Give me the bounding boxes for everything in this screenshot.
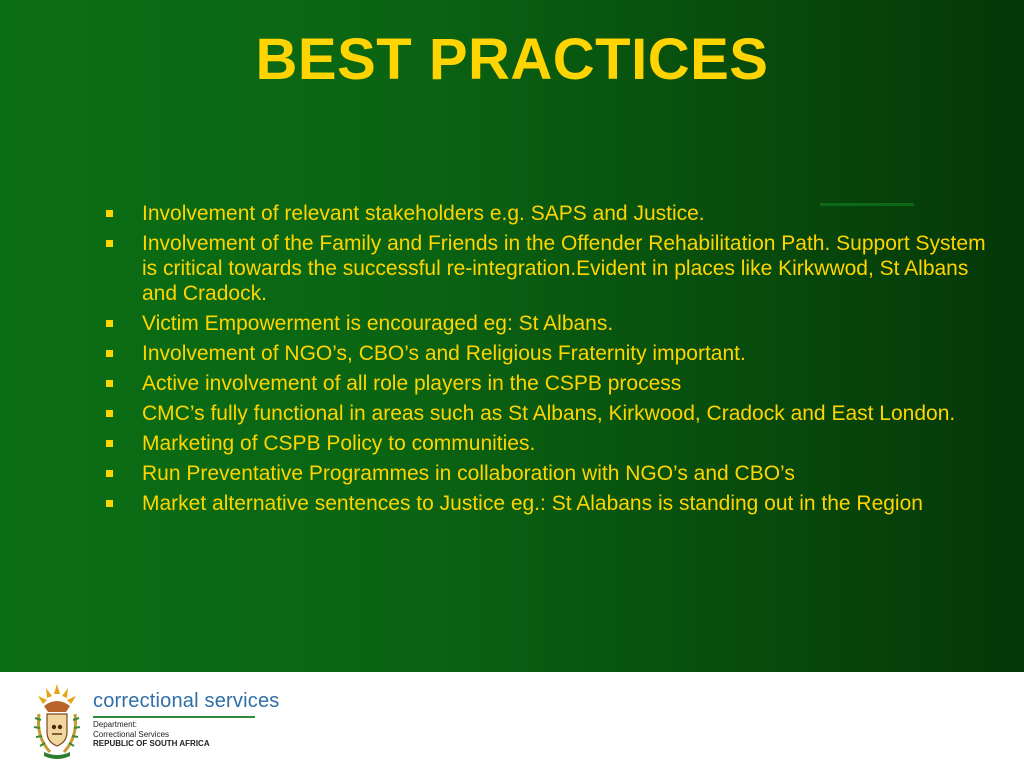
bullet-text: Involvement of the Family and Friends in the Offender Rehabilitation Path. Support System is critical towards the successful re-integration.Evident in places like Kirkwwod, St Albans and Cradock. <box>142 232 986 305</box>
department-block <box>93 720 210 749</box>
slide-title: BEST PRACTICES <box>255 27 769 92</box>
brand-divider <box>93 716 255 718</box>
south-africa-coat-of-arms-icon <box>30 682 84 762</box>
bullet-item <box>100 461 990 486</box>
bullet-item <box>100 341 990 366</box>
bullet-text: Active involvement of all role players in the CSPB process <box>142 372 682 395</box>
brand-name: correctional services <box>93 690 280 712</box>
square-bullet-icon <box>106 350 113 357</box>
bullet-text: Victim Empowerment is encouraged eg: St Albans. <box>142 312 614 335</box>
department-label: Department: <box>93 720 138 729</box>
bullet-item <box>100 371 990 396</box>
square-bullet-icon <box>106 240 113 247</box>
square-bullet-icon <box>106 210 113 217</box>
bullet-list <box>100 201 990 521</box>
square-bullet-icon <box>106 500 113 507</box>
bullet-item <box>100 401 990 426</box>
square-bullet-icon <box>106 440 113 447</box>
bullet-text: Involvement of relevant stakeholders e.g. SAPS and Justice. <box>142 202 705 225</box>
square-bullet-icon <box>106 380 113 387</box>
department-name: Correctional Services <box>93 729 170 739</box>
country-name: REPUBLIC OF SOUTH AFRICA <box>93 739 210 748</box>
bullet-text: Run Preventative Programmes in collaboration with NGO’s and CBO’s <box>142 462 795 485</box>
square-bullet-icon <box>106 410 113 417</box>
bullet-item <box>100 201 990 226</box>
bullet-text: Marketing of CSPB Policy to communities. <box>142 432 536 455</box>
bullet-item <box>100 491 990 516</box>
bullet-item <box>100 431 990 456</box>
bullet-text: Market alternative sentences to Justice eg.: St Alabans is standing out in the Region <box>142 492 923 515</box>
bullet-text: Involvement of NGO’s, CBO’s and Religious Fraternity important. <box>142 342 746 365</box>
footer <box>0 672 1024 768</box>
square-bullet-icon <box>106 470 113 477</box>
bullet-text: CMC’s fully functional in areas such as St Albans, Kirkwood, Cradock and East London. <box>142 402 956 425</box>
bullet-item <box>100 231 990 306</box>
square-bullet-icon <box>106 320 113 327</box>
bullet-item <box>100 311 990 336</box>
